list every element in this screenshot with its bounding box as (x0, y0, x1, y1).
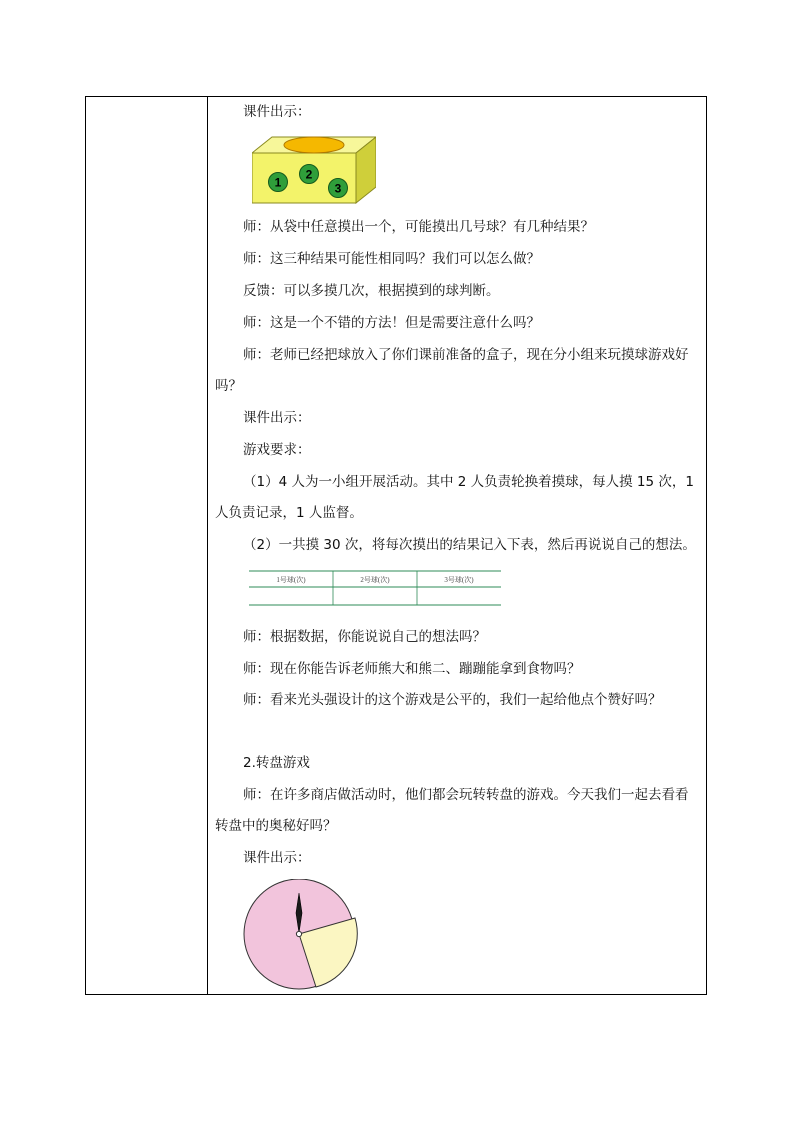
ball-label-3: 3 (334, 181, 342, 196)
text-line: 转盘中的奥秘好吗？ (215, 818, 337, 834)
lesson-content (208, 97, 706, 994)
text-line: 师：现在你能告诉老师熊大和熊二、蹦蹦能拿到食物吗？ (243, 661, 581, 677)
record-table (249, 570, 501, 608)
ball-1 (269, 173, 288, 192)
text-line: 课件出示： (243, 104, 311, 120)
ball-box-illustration (252, 135, 376, 207)
text-line: 吗？ (215, 378, 242, 394)
table-header-ball-1: 1号球(次) (276, 576, 306, 584)
text-line: 师：老师已经把球放入了你们课前准备的盒子，现在分小组来玩摸球游戏好 (243, 347, 689, 363)
table-header-ball-2: 2号球(次) (360, 576, 390, 584)
table-header-ball-3: 3号球(次) (444, 576, 474, 584)
text-line: （1）4 人为一小组开展活动。其中 2 人负责轮换着摸球，每人摸 15 次，1 (243, 474, 694, 490)
text-line: 课件出示： (243, 850, 311, 866)
text-line: （2）一共摸 30 次，将每次摸出的结果记入下表，然后再说说自己的想法。 (243, 537, 696, 553)
text-line: 师：根据数据，你能说说自己的想法吗？ (243, 629, 486, 645)
spinner-wheel-illustration (242, 879, 360, 995)
text-line: 课件出示： (243, 410, 311, 426)
text-line: 师：在许多商店做活动时，他们都会玩转转盘的游戏。今天我们一起去看看 (243, 787, 689, 803)
text-line: 师：看来光头强设计的这个游戏是公平的，我们一起给他点个赞好吗？ (243, 692, 662, 708)
text-line: 人负责记录，1 人监督。 (215, 505, 363, 521)
spinner-pivot (296, 931, 301, 936)
lesson-table (85, 96, 707, 995)
text-line: 师：这是一个不错的方法！但是需要注意什么吗？ (243, 315, 540, 331)
text-line: 师：这三种结果可能性相同吗？我们可以怎么做？ (243, 251, 540, 267)
ball-label-2: 2 (305, 167, 313, 182)
box-opening (284, 137, 344, 153)
ball-label-1: 1 (274, 175, 282, 190)
ball-3 (329, 179, 348, 198)
ball-2 (300, 165, 319, 184)
text-line: 游戏要求： (243, 442, 311, 458)
text-line: 反馈：可以多摸几次，根据摸到的球判断。 (243, 283, 500, 299)
text-line: 师：从袋中任意摸出一个，可能摸出几号球？有几种结果？ (243, 219, 594, 235)
section-heading: 2.转盘游戏 (243, 755, 310, 771)
